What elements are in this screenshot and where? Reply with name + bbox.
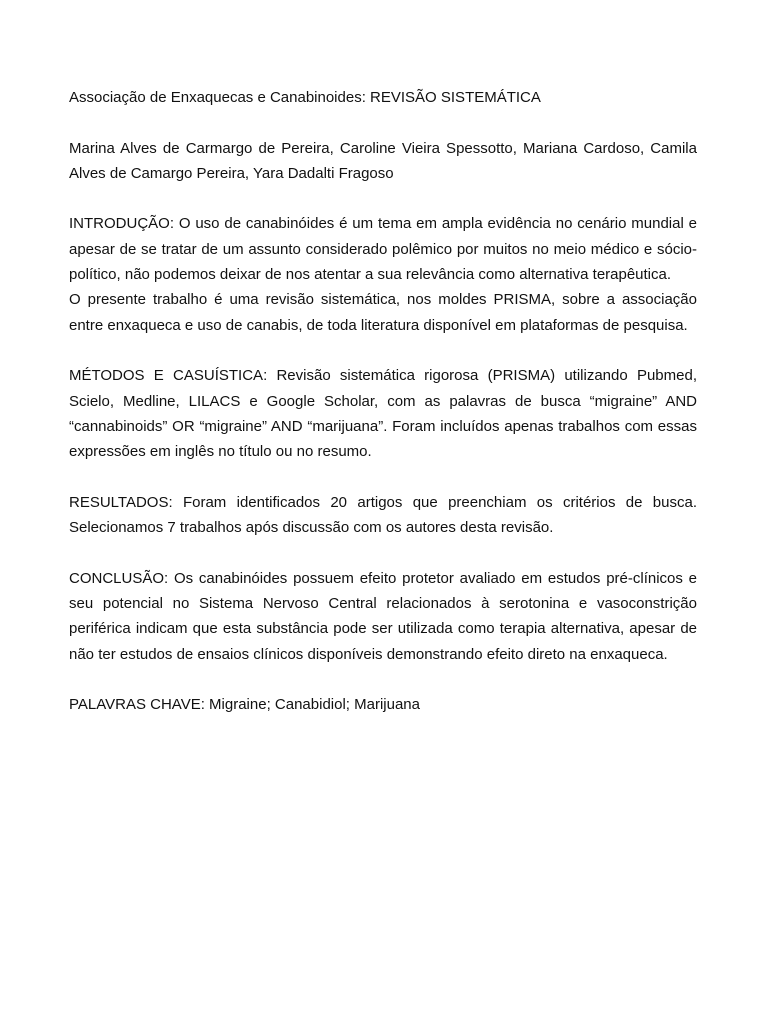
introduction-paragraph-2: O presente trabalho é uma revisão sistemática, nos moldes PRISMA, sobre a associação entre enxaqueca e uso de canabis, de toda literatura disponível em plataformas de pesquisa. (69, 291, 697, 334)
spacer (69, 186, 697, 211)
spacer (69, 338, 697, 363)
introduction-paragraph: INTRODUÇÃO: O uso de canabinóides é um tema em ampla evidência no cenário mundial e apesar de se tratar de um assunto considerado polêmico por muitos no meio médico e sócio-político, não podemos deixar de nos atentar a sua relevância como alternativa terapêutica. (69, 215, 697, 284)
document-title: Associação de Enxaquecas e Canabinoides: REVISÃO SISTEMÁTICA (69, 89, 541, 106)
authors-line: Marina Alves de Carmargo de Pereira, Caroline Vieira Spessotto, Mariana Cardoso, Camila Alves de Camargo Pereira, Yara Dadalti Fragoso (69, 139, 697, 182)
spacer (69, 464, 697, 489)
spacer (69, 110, 697, 135)
spacer (69, 540, 697, 565)
document-page (69, 85, 697, 717)
keywords-line: PALAVRAS CHAVE: Migraine; Canabidiol; Marijuana (69, 696, 420, 714)
conclusion-paragraph: CONCLUSÃO: Os canabinóides possuem efeito protetor avaliado em estudos pré-clínicos e seu potencial no Sistema Nervoso Central relacionados à serotonina e vasoconstrição periférica indicam que esta substância pode ser utilizada como terapia alternativa, apesar de não ter estudos de ensaios clínicos disponíveis demonstrando efeito direto na enxaqueca. (69, 569, 697, 663)
results-paragraph: RESULTADOS: Foram identificados 20 artigos que preenchiam os critérios de busca. Selecionamos 7 trabalhos após discussão com os autores desta revisão. (69, 493, 697, 537)
methods-paragraph: MÉTODOS E CASUÍSTICA: Revisão sistemática rigorosa (PRISMA) utilizando Pubmed, Scielo, Medline, LILACS e Google Scholar, com as palavras de busca “migraine” AND “cannabinoids” OR “migraine” AND “marijuana”. Foram incluídos apenas trabalhos com essas expressões em inglês no título ou no resumo. (69, 367, 697, 461)
spacer (69, 667, 697, 692)
